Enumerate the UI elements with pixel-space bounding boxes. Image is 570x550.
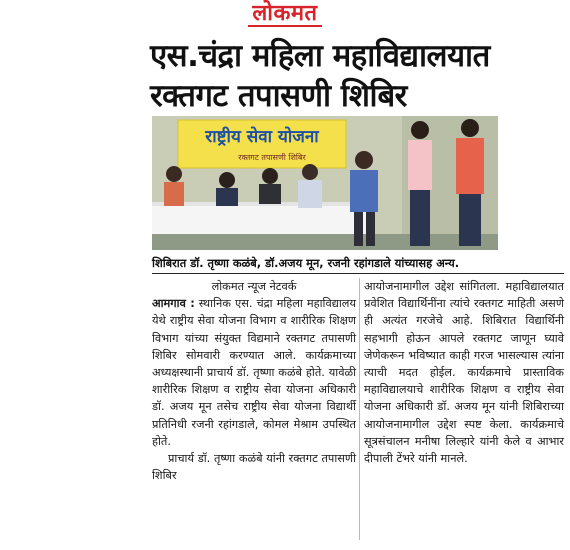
article-paragraph-2: प्राचार्य डॉ. तृष्णा कळंबे यांनी रक्तगट तपासणी शिबिर: [152, 452, 356, 483]
banner-subtitle: रक्तगट तपासणी शिबिर: [238, 153, 306, 162]
article-column-right: [364, 278, 564, 467]
article-paragraph-1: [152, 295, 356, 450]
caption-rule: [152, 273, 564, 274]
article-paragraph-1-text: स्थानिक एस. चंद्रा महिला महाविद्यालय येथे राष्ट्रीय सेवा योजना विभाग व शारीरिक शिक्षण विभाग यांच्या संयुक्त विद्यमाने रक्तगट तपासणी शिबिर सोमवारी करण्यात आले. कार्यक्रमाच्या अध्यक्षस्थानी प्राचार्य डॉ. तृष्णा कळंबे होते. यावेळी शारीरिक शिक्षण व राष्ट्रीय सेवा योजना अधिकारी डॉ. अजय मून तसेच राष्ट्रीय सेवा योजना विद्यार्थी प्रतिनिधी रजनी रहांगडाले, कोमल मेश्राम उपस्थित होते.: [152, 297, 356, 448]
standing-woman-2: [456, 119, 484, 246]
column-divider: [359, 278, 360, 540]
seated-person-1: [164, 166, 184, 206]
article-column-left: [152, 278, 356, 484]
newspaper-logo: लोकमत: [248, 1, 321, 27]
headline: [150, 36, 560, 116]
news-photo: [152, 116, 498, 250]
headline-line-1: एस.चंद्रा महिला महाविद्यालयात: [150, 38, 490, 74]
headline-line-2: रक्तगट तपासणी शिबिर: [150, 78, 407, 114]
banner-title: राष्ट्रीय सेवा योजना: [205, 127, 319, 147]
dateline: आमगाव :: [152, 297, 195, 311]
photo-caption: शिबिरात डॉ. तृष्णा कळंबे, डॉ.अजय मून, रजनी रहांगडाले यांच्यासह अन्य.: [152, 256, 460, 270]
masthead: [0, 0, 570, 30]
photo-illustration: [152, 116, 498, 250]
article-paragraph-3: आयोजनामागील उद्देश सांगितला. महाविद्यालयात प्रवेशित विद्यार्थिनींना त्यांचे रक्तगट माहिती असणे ही अत्यंत गरजेचे आहे. शिबिरात विद्यार्थिनी सहभागी होऊन आपले रक्तगट जाणून घ्यावे जेणेकरून भविष्यात काही गरज भासल्यास त्यांना त्याची मदत होईल. कार्यक्रमाचे प्रास्ताविक महाविद्यालयाचे शारीरिक शिक्षण व राष्ट्रीय सेवा योजना अधिकारी डॉ. अजय मून यांनी शिबिराच्या आयोजनामागील उद्देश स्पष्ट केला. कार्यक्रमाचे सूत्रसंचालन मनीषा लिल्हारे यांनी केले व आभार दीपाली टेंभरे यांनी मानले.: [364, 280, 564, 466]
news-source: लोकमत न्यूज नेटवर्क: [211, 280, 297, 293]
